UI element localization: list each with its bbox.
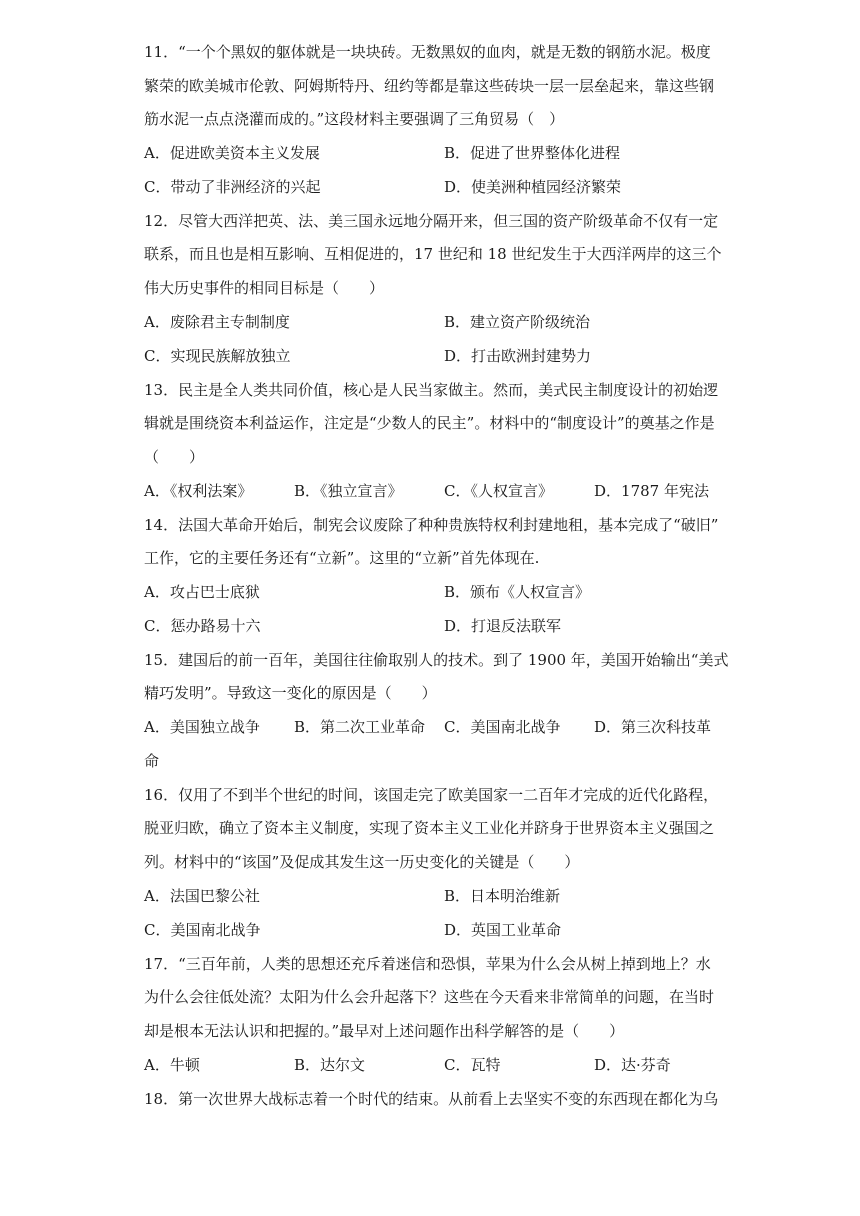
question-11-stem-line-3: 筋水泥一点点浇灌而成的。”这段材料主要强调了三角贸易（ ） [144, 110, 565, 128]
question-12-stem-line-1: 12．尽管大西洋把英、法、美三国永远地分隔开来，但三国的资产阶级革命不仅有一定 [144, 212, 719, 230]
question-11-option-a[interactable]: A．促进欧美资本主义发展 [144, 144, 320, 162]
question-16-option-a[interactable]: A．法国巴黎公社 [144, 887, 260, 905]
question-13-stem-line-1: 13．民主是全人类共同价值，核心是人民当家做主。然而，美式民主制度设计的初始逻 [144, 381, 719, 399]
question-15-option-c[interactable]: C．美国南北战争 [444, 718, 561, 736]
question-16-option-b[interactable]: B．日本明治维新 [444, 887, 561, 905]
question-13-option-c[interactable]: C．《人权宣言》 [444, 482, 553, 500]
question-17-option-a[interactable]: A．牛顿 [144, 1056, 200, 1074]
question-11-stem-line-1: 11．“一个个黑奴的躯体就是一块块砖。无数黑奴的血肉，就是无数的钢筋水泥。极度 [144, 43, 711, 61]
question-15-stem-line-1: 15．建国后的前一百年，美国往往偷取别人的技术。到了 1900 年，美国开始输出“美式 [144, 651, 729, 669]
question-15-option-d-wrap: 命 [144, 752, 160, 770]
question-12-option-d[interactable]: D．打击欧洲封建势力 [444, 347, 592, 365]
question-15-option-b[interactable]: B．第二次工业革命 [294, 718, 426, 736]
question-14-stem-line-2: 工作，它的主要任务还有“立新”。这里的“立新”首先体现在. [144, 549, 540, 567]
question-15-stem-line-2: 精巧发明”。导致这一变化的原因是（ ） [144, 684, 437, 702]
question-12-option-c[interactable]: C．实现民族解放独立 [144, 347, 291, 365]
question-17-option-d[interactable]: D．达·芬奇 [594, 1056, 671, 1074]
question-14-option-c[interactable]: C．惩办路易十六 [144, 617, 261, 635]
question-13-option-d[interactable]: D．1787 年宪法 [594, 482, 709, 500]
question-12-option-b[interactable]: B．建立资产阶级统治 [444, 313, 591, 331]
question-17-option-b[interactable]: B．达尔文 [294, 1056, 366, 1074]
question-16-stem-line-3: 列。材料中的“该国”及促成其发生这一历史变化的关键是（ ） [144, 853, 580, 871]
question-13-stem-line-2: 辑就是围绕资本利益运作，注定是“少数人的民主”。材料中的“制度设计”的奠基之作是 [144, 414, 715, 432]
question-18-stem-line-1: 18．第一次世界大战标志着一个时代的结束。从前看上去坚实不变的东西现在都化为乌 [144, 1090, 719, 1108]
question-12-stem-line-3: 伟大历史事件的相同目标是（ ） [144, 279, 385, 297]
question-17-option-c[interactable]: C．瓦特 [444, 1056, 501, 1074]
question-11-option-b[interactable]: B．促进了世界整体化进程 [444, 144, 621, 162]
question-17-stem-line-1: 17．“三百年前，人类的思想还充斥着迷信和恐惧，苹果为什么会从树上掉到地上？水 [144, 955, 711, 973]
question-14-option-d[interactable]: D．打退反法联军 [444, 617, 562, 635]
question-11-stem-line-2: 繁荣的欧美城市伦敦、阿姆斯特丹、纽约等都是靠这些砖块一层一层垒起来，靠这些钢 [144, 77, 715, 95]
question-16-option-d[interactable]: D．英国工业革命 [444, 921, 562, 939]
question-13-option-b[interactable]: B．《独立宣言》 [294, 482, 403, 500]
question-15-option-a[interactable]: A．美国独立战争 [144, 718, 260, 736]
question-14-stem-line-1: 14．法国大革命开始后，制宪会议废除了种种贵族特权利封建地租，基本完成了“破旧” [144, 516, 719, 534]
question-12-stem-line-2: 联系，而且也是相互影响、互相促进的，17 世纪和 18 世纪发生于大西洋两岸的这三个 [144, 245, 722, 263]
question-13-stem-line-3: （ ） [144, 448, 205, 466]
question-13-option-a[interactable]: A．《权利法案》 [144, 482, 253, 500]
question-15-option-d[interactable]: D．第三次科技革 [594, 718, 712, 736]
question-16-option-c[interactable]: C．美国南北战争 [144, 921, 261, 939]
question-16-stem-line-1: 16．仅用了不到半个世纪的时间，该国走完了欧美国家一二百年才完成的近代化路程， [144, 786, 719, 804]
question-11-option-d[interactable]: D．使美洲种植园经济繁荣 [444, 178, 622, 196]
question-12-option-a[interactable]: A．废除君主专制制度 [144, 313, 290, 331]
question-14-option-a[interactable]: A．攻占巴士底狱 [144, 583, 260, 601]
question-17-stem-line-2: 为什么会往低处流？太阳为什么会升起落下？这些在今天看来非常简单的问题，在当时 [144, 988, 715, 1006]
question-17-stem-line-3: 却是根本无法认识和把握的。”最早对上述问题作出科学解答的是（ ） [144, 1022, 625, 1040]
question-11-option-c[interactable]: C．带动了非洲经济的兴起 [144, 178, 321, 196]
question-14-option-b[interactable]: B．颁布《人权宣言》 [444, 583, 591, 601]
question-16-stem-line-2: 脱亚归欧，确立了资本主义制度，实现了资本主义工业化并跻身于世界资本主义强国之 [144, 819, 715, 837]
